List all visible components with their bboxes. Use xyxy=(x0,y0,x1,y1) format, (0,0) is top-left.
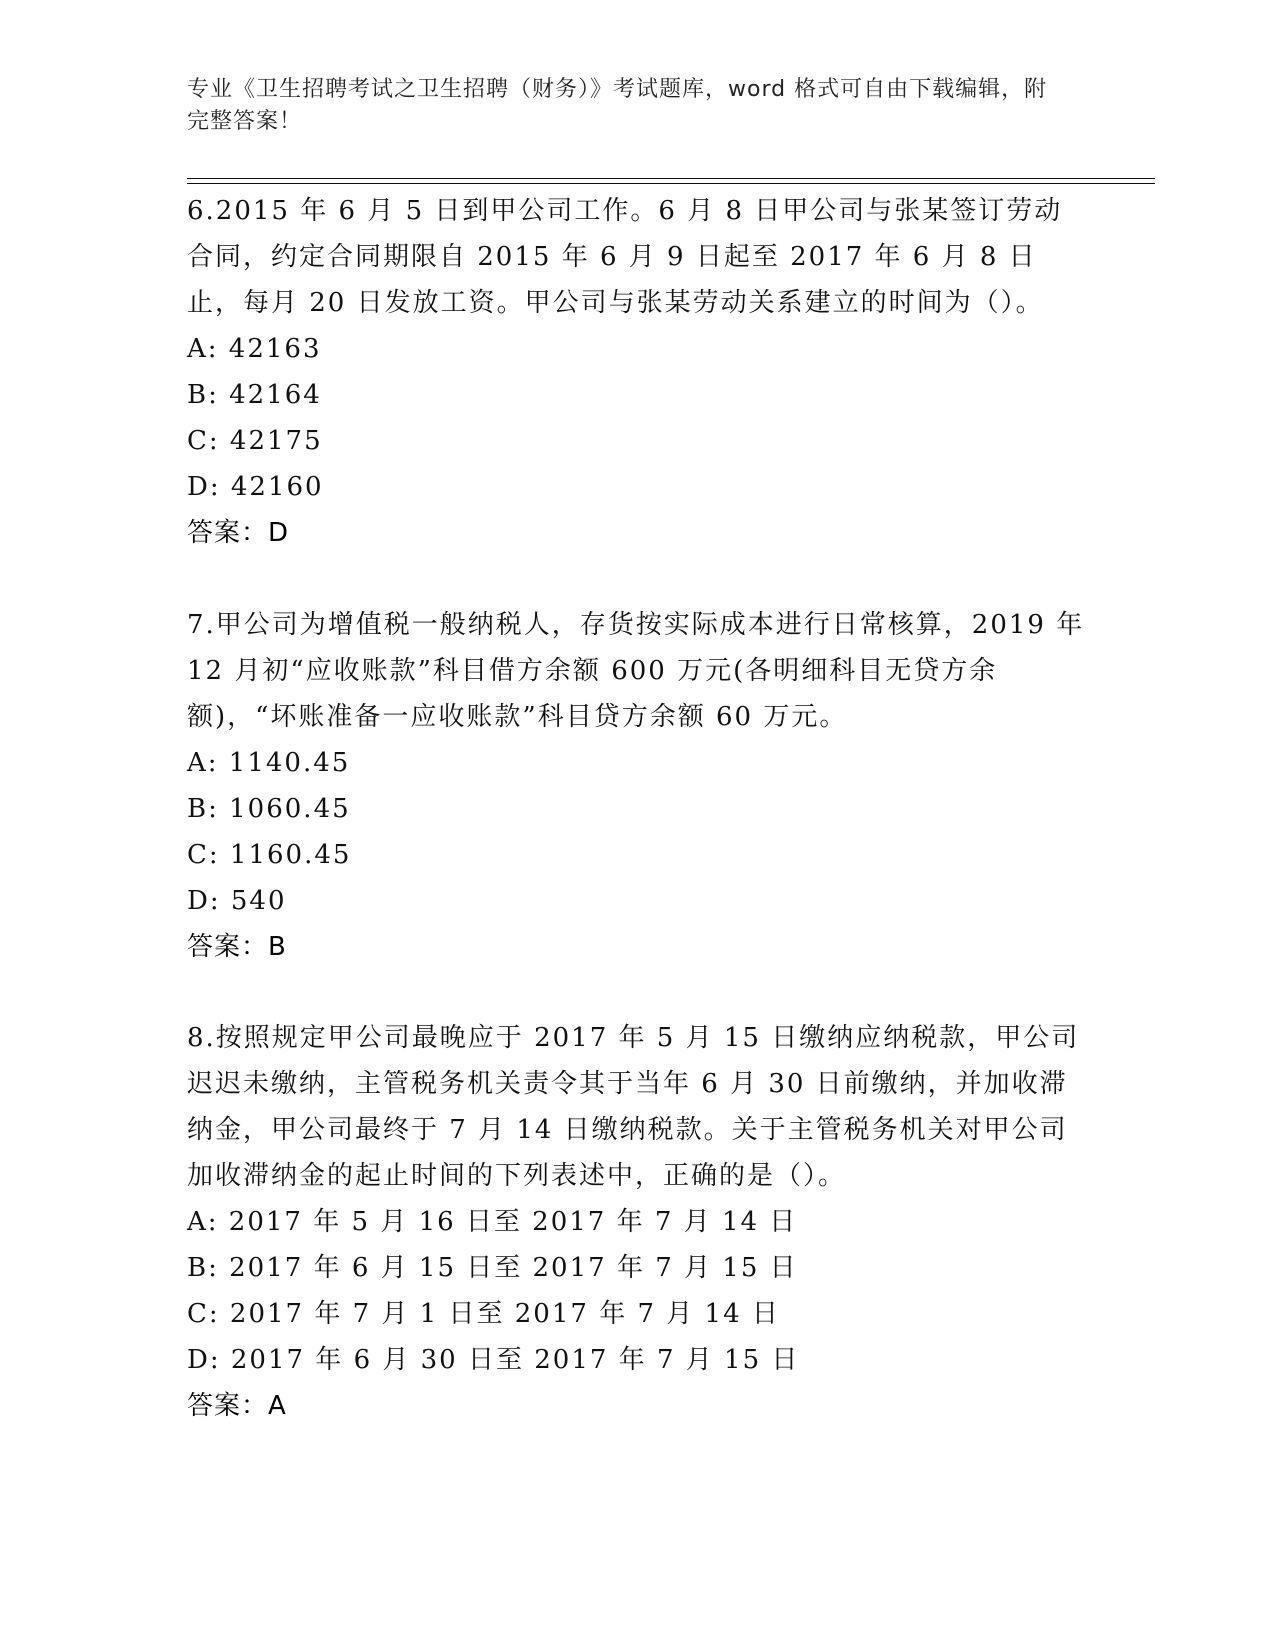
option-d: D: 2017 年 6 月 30 日至 2017 年 7 月 15 日 xyxy=(187,1345,800,1375)
option-a: A: 1140.45 xyxy=(187,748,351,778)
question-6 xyxy=(187,188,1087,556)
answer-label: 答案：B xyxy=(187,932,287,962)
option-c: C: 2017 年 7 月 1 日至 2017 年 7 月 14 日 xyxy=(187,1299,780,1329)
question-text: 7.甲公司为增值税一般纳税人，存货按实际成本进行日常核算，2019 年 12 月初“应收账款”科目借方余额 600 万元(各明细科目无贷方余额)，“坏账准备一应收账款”科目贷方余额 60 万元。 xyxy=(187,610,1085,732)
option-d: D: 42160 xyxy=(187,472,324,502)
question-8 xyxy=(187,1015,1087,1429)
question-text: 6.2015 年 6 月 5 日到甲公司工作。6 月 8 日甲公司与张某签订劳动合同，约定合同期限自 2015 年 6 月 9 日起至 2017 年 6 月 8 日止，每月 20 日发放工资。甲公司与张某劳动关系建立的时间为（）。 xyxy=(187,196,1063,318)
option-a: A: 42163 xyxy=(187,334,322,364)
question-7 xyxy=(187,602,1087,970)
document-header: 专业《卫生招聘考试之卫生招聘（财务）》考试题库，word 格式可自由下载编辑，附完整答案！ xyxy=(187,77,1048,134)
header-divider-top xyxy=(187,178,1155,179)
option-c: C: 1160.45 xyxy=(187,840,352,870)
option-d: D: 540 xyxy=(187,886,287,916)
option-a: A: 2017 年 5 月 16 日至 2017 年 7 月 14 日 xyxy=(187,1207,798,1237)
answer-label: 答案：A xyxy=(187,1391,287,1421)
option-b: B: 42164 xyxy=(187,380,322,410)
option-b: B: 2017 年 6 月 15 日至 2017 年 7 月 15 日 xyxy=(187,1253,798,1283)
option-c: C: 42175 xyxy=(187,426,323,456)
answer-label: 答案：D xyxy=(187,518,290,548)
header-divider-bottom xyxy=(187,183,1155,184)
question-text: 8.按照规定甲公司最晚应于 2017 年 5 月 15 日缴纳应纳税款，甲公司迟迟未缴纳，主管税务机关责令其于当年 6 月 30 日前缴纳，并加收滞纳金，甲公司最终于 7 月 14 日缴纳税款。关于主管税务机关对甲公司加收滞纳金的起止时间的下列表述中，正确的是（）。 xyxy=(187,1023,1080,1191)
option-b: B: 1060.45 xyxy=(187,794,351,824)
